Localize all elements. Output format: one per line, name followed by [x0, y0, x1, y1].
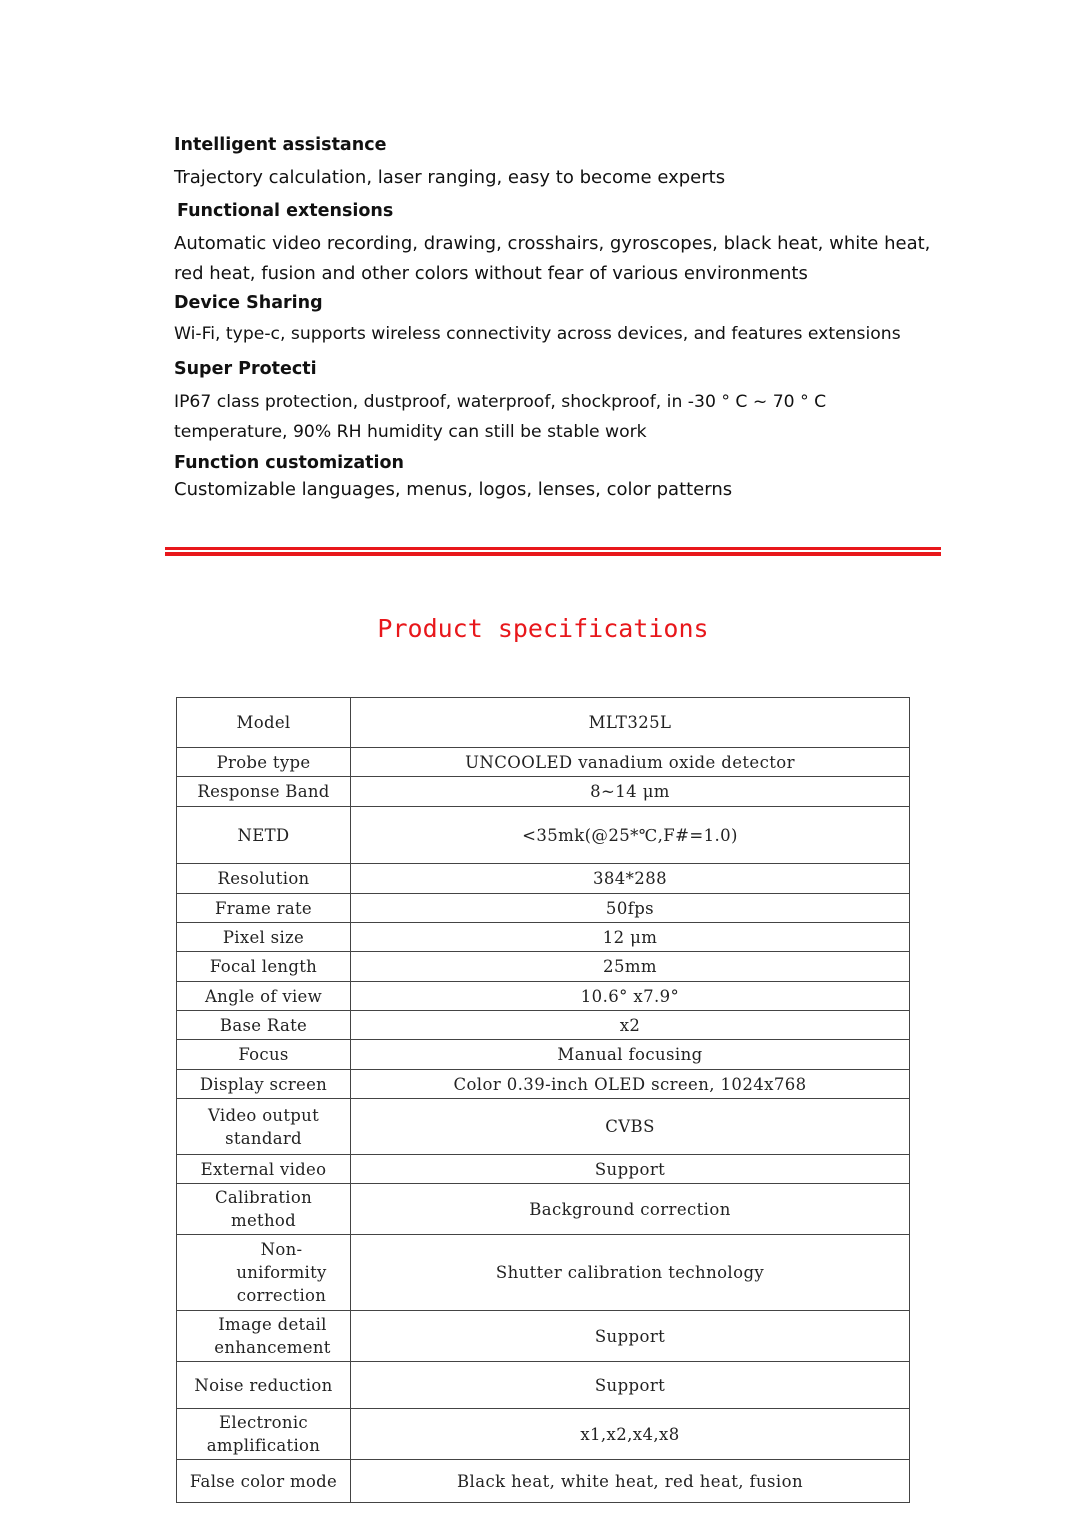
spec-value: x2 [351, 1011, 910, 1040]
table-row [177, 1409, 910, 1460]
divider-line-bottom [165, 552, 941, 556]
feature-heading: Intelligent assistance [174, 135, 387, 155]
spec-value: MLT325L [351, 698, 910, 748]
spec-label: External video [177, 1155, 351, 1184]
spec-label: Focus [177, 1040, 351, 1070]
feature-heading: Functional extensions [177, 201, 394, 221]
spec-label: Base Rate [177, 1011, 351, 1040]
spec-value: Black heat, white heat, red heat, fusion [351, 1460, 910, 1503]
spec-value: Support [351, 1362, 910, 1409]
table-row [177, 1011, 910, 1040]
table-row [177, 982, 910, 1011]
feature-text: Automatic video recording, drawing, crosshairs, gyroscopes, black heat, white heat, red heat, fusion and other colors without fear of various environments [174, 233, 931, 284]
table-row [177, 923, 910, 952]
spec-value: Manual focusing [351, 1040, 910, 1070]
table-row [177, 952, 910, 982]
table-row [177, 1040, 910, 1070]
feature-text: Customizable languages, menus, logos, lenses, color patterns [174, 479, 733, 500]
spec-value: Shutter calibration technology [351, 1235, 910, 1311]
spec-label: Resolution [177, 864, 351, 894]
spec-value: Support [351, 1155, 910, 1184]
spec-label: Response Band [177, 777, 351, 807]
table-row [177, 1362, 910, 1409]
feature-heading: Device Sharing [174, 293, 323, 313]
spec-value: 10.6° x7.9° [351, 982, 910, 1011]
feature-text: Trajectory calculation, laser ranging, easy to become experts [174, 167, 726, 188]
spec-value: 12 μm [351, 923, 910, 952]
table-row [177, 777, 910, 807]
table-row [177, 748, 910, 777]
table-row [177, 1460, 910, 1503]
spec-table [176, 697, 910, 1503]
spec-label: False color mode [177, 1460, 351, 1503]
feature-heading: Super Protecti [174, 359, 317, 379]
spec-label: Noise reduction [177, 1362, 351, 1409]
feature-heading: Function customization [174, 453, 405, 473]
spec-value: Color 0.39-inch OLED screen, 1024x768 [351, 1070, 910, 1099]
spec-value: 384*288 [351, 864, 910, 894]
table-row [177, 1070, 910, 1099]
table-row [177, 807, 910, 864]
table-row [177, 1235, 910, 1311]
table-row [177, 1184, 910, 1235]
spec-value: <35mk(@25*℃,F#=1.0) [351, 807, 910, 864]
spec-label: Display screen [177, 1070, 351, 1099]
divider-line-top [165, 547, 941, 550]
spec-label: Electronic amplification [177, 1409, 351, 1460]
table-row [177, 1155, 910, 1184]
table-row [177, 864, 910, 894]
table-row [177, 1099, 910, 1155]
spec-value: 8~14 μm [351, 777, 910, 807]
spec-value: CVBS [351, 1099, 910, 1155]
spec-label: Model [177, 698, 351, 748]
spec-value: x1,x2,x4,x8 [351, 1409, 910, 1460]
spec-label: Angle of view [177, 982, 351, 1011]
spec-value: UNCOOLED vanadium oxide detector [351, 748, 910, 777]
feature-text: Wi-Fi, type-c, supports wireless connectivity across devices, and features extensions [174, 324, 901, 344]
spec-label: Image detail enhancement [177, 1311, 351, 1362]
spec-value: 25mm [351, 952, 910, 982]
spec-label: Probe type [177, 748, 351, 777]
spec-label: NETD [177, 807, 351, 864]
table-row [177, 698, 910, 748]
spec-value: 50fps [351, 894, 910, 923]
spec-value: Background correction [351, 1184, 910, 1235]
table-row [177, 894, 910, 923]
spec-label: Calibration method [177, 1184, 351, 1235]
spec-label: Focal length [177, 952, 351, 982]
spec-label: Video output standard [177, 1099, 351, 1155]
table-row [177, 1311, 910, 1362]
spec-label: Non-uniformity correction [177, 1235, 351, 1311]
section-title: Product specifications [377, 614, 709, 643]
spec-value: Support [351, 1311, 910, 1362]
feature-text: IP67 class protection, dustproof, waterproof, shockproof, in -30 ° C ~ 70 ° C temperature, 90% RH humidity can still be stable work [174, 392, 827, 442]
spec-label: Pixel size [177, 923, 351, 952]
spec-label: Frame rate [177, 894, 351, 923]
features-section [174, 133, 934, 505]
